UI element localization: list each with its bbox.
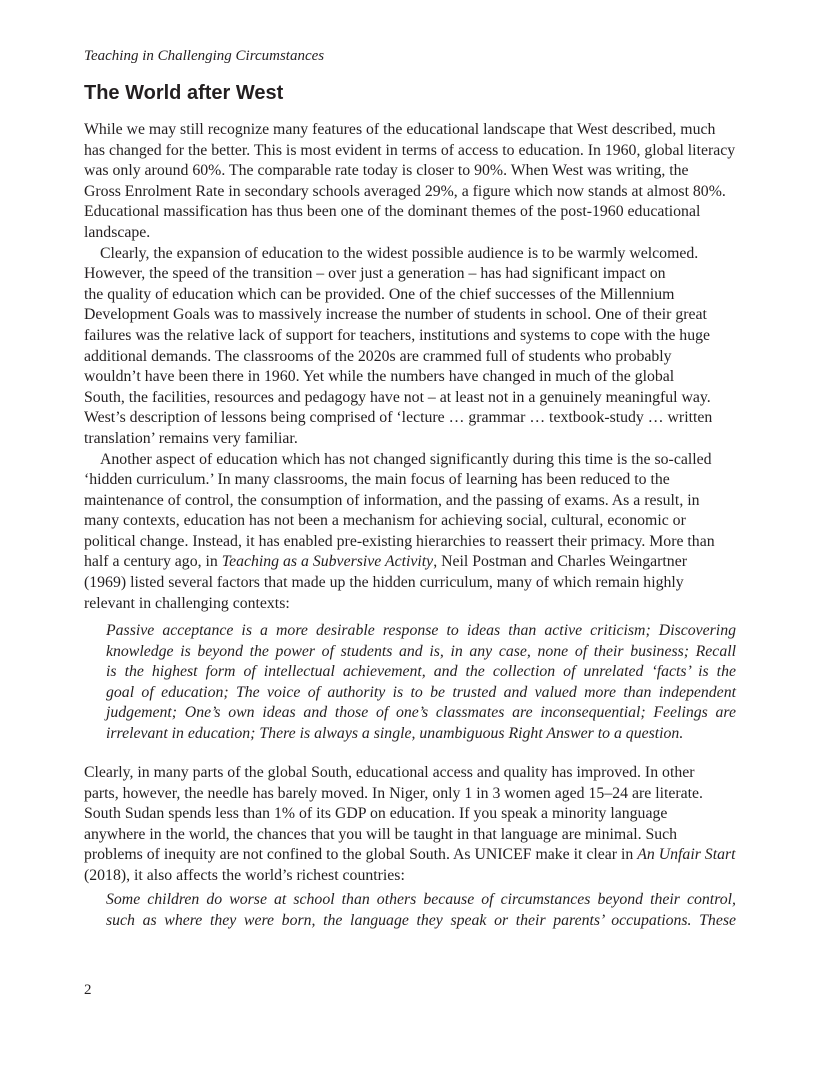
text-line [84, 552, 744, 573]
body-paragraphs-1 [84, 120, 744, 614]
text-line: many contexts, education has not been a mechanism for achieving social, cultural, economic or [84, 512, 686, 530]
text-line: anywhere in the world, the chances that you will be taught in that language are minimal. Such [84, 825, 678, 843]
text-line [84, 845, 744, 866]
text-line: Clearly, the expansion of education to the widest possible audience is to be warmly welcomed. [100, 244, 699, 262]
text-line: maintenance of control, the consumption of information, and the passing of exams. As a result, in [84, 491, 700, 509]
book-title: Teaching as a Subversive Activity [221, 553, 434, 571]
text-line: translation’ remains very familiar. [84, 429, 298, 447]
text-segment: half a century ago, in [84, 553, 222, 571]
quote-line: Passive acceptance is a more desirable response to ideas than active criticism; Discovering [106, 622, 736, 639]
quote-line: knowledge is beyond the power of students and is, in any case, none of their business; Recall [106, 642, 736, 660]
text-line: ‘hidden curriculum.’ In many classrooms, the main focus of learning has been reduced to the [84, 471, 670, 489]
text-line: West’s description of lessons being comprised of ‘lecture … grammar … textbook-study … written [84, 409, 713, 427]
quote-line: goal of education; The voice of authority is to be trusted and valued more than independent [106, 683, 736, 701]
block-quote-2 [106, 890, 736, 931]
text-line: political change. Instead, it has enabled pre-existing hierarchies to reassert their primacy. More than [84, 532, 715, 550]
text-line: landscape. [84, 223, 151, 241]
text-line: South Sudan spends less than 1% of its GDP on education. If you speak a minority language [84, 805, 668, 823]
text-line: the quality of education which can be provided. One of the chief successes of the Millennium [84, 285, 675, 303]
text-line: additional demands. The classrooms of the 2020s are crammed full of students who probably [84, 347, 672, 365]
text-segment: , Neil Postman and Charles Weingartner [433, 553, 687, 571]
report-title: An Unfair Start [637, 846, 736, 864]
quote-line: Some children do worse at school than others because of circumstances beyond their control, [106, 891, 736, 908]
quote-line: such as where they were born, the language they speak or their parents’ occupations. These [106, 911, 736, 929]
quote-line: judgement; One’s own ideas and those of one’s classmates are inconsequential; Feelings are [106, 704, 736, 722]
section-heading: The World after West [84, 82, 284, 104]
running-head: Teaching in Challenging Circumstances [84, 48, 325, 64]
text-line: Gross Enrolment Rate in secondary schools averaged 29%, a figure which now stands at almost 80%. [84, 182, 726, 200]
quote-line: irrelevant in education; There is always a single, unambiguous Right Answer to a question. [106, 724, 684, 742]
text-line: was only around 60%. The comparable rate today is closer to 90%. When West was writing, the [84, 162, 689, 180]
text-line: failures was the relative lack of support for teachers, institutions and systems to cope with the huge [84, 326, 711, 344]
text-line: Educational massification has thus been one of the dominant themes of the post-1960 educational [84, 203, 701, 221]
text-line: While we may still recognize many features of the educational landscape that West described, much [84, 121, 716, 138]
text-segment: problems of inequity are not confined to the global South. As UNICEF make it clear in [84, 846, 638, 864]
text-line: Clearly, in many parts of the global South, educational access and quality has improved. In other [84, 764, 695, 781]
text-line: (1969) listed several factors that made up the hidden curriculum, many of which remain highly [84, 574, 684, 592]
quote-line: is the highest form of intellectual achievement, and the collection of unrelated ‘facts’ is the [106, 663, 736, 681]
text-line: has changed for the better. This is most evident in terms of access to education. In 1960, global literacy [84, 141, 736, 159]
text-line: (2018), it also affects the world’s richest countries: [84, 866, 405, 884]
text-line: wouldn’t have been there in 1960. Yet while the numbers have changed in much of the global [84, 368, 675, 386]
text-line: parts, however, the needle has barely moved. In Niger, only 1 in 3 women aged 15–24 are literate. [84, 784, 703, 802]
text-line: South, the facilities, resources and pedagogy have not – at least not in a genuinely meaningful way. [84, 388, 711, 406]
text-line: However, the speed of the transition – over just a generation – has had significant impact on [84, 265, 666, 283]
text-line: Development Goals was to massively increase the number of students in school. One of their great [84, 306, 707, 324]
page-number: 2 [84, 982, 92, 998]
block-quote-1 [106, 621, 736, 745]
text-line: Another aspect of education which has not changed significantly during this time is the so-called [100, 450, 712, 468]
text-line: relevant in challenging contexts: [84, 594, 290, 612]
body-paragraphs-2 [84, 763, 744, 887]
